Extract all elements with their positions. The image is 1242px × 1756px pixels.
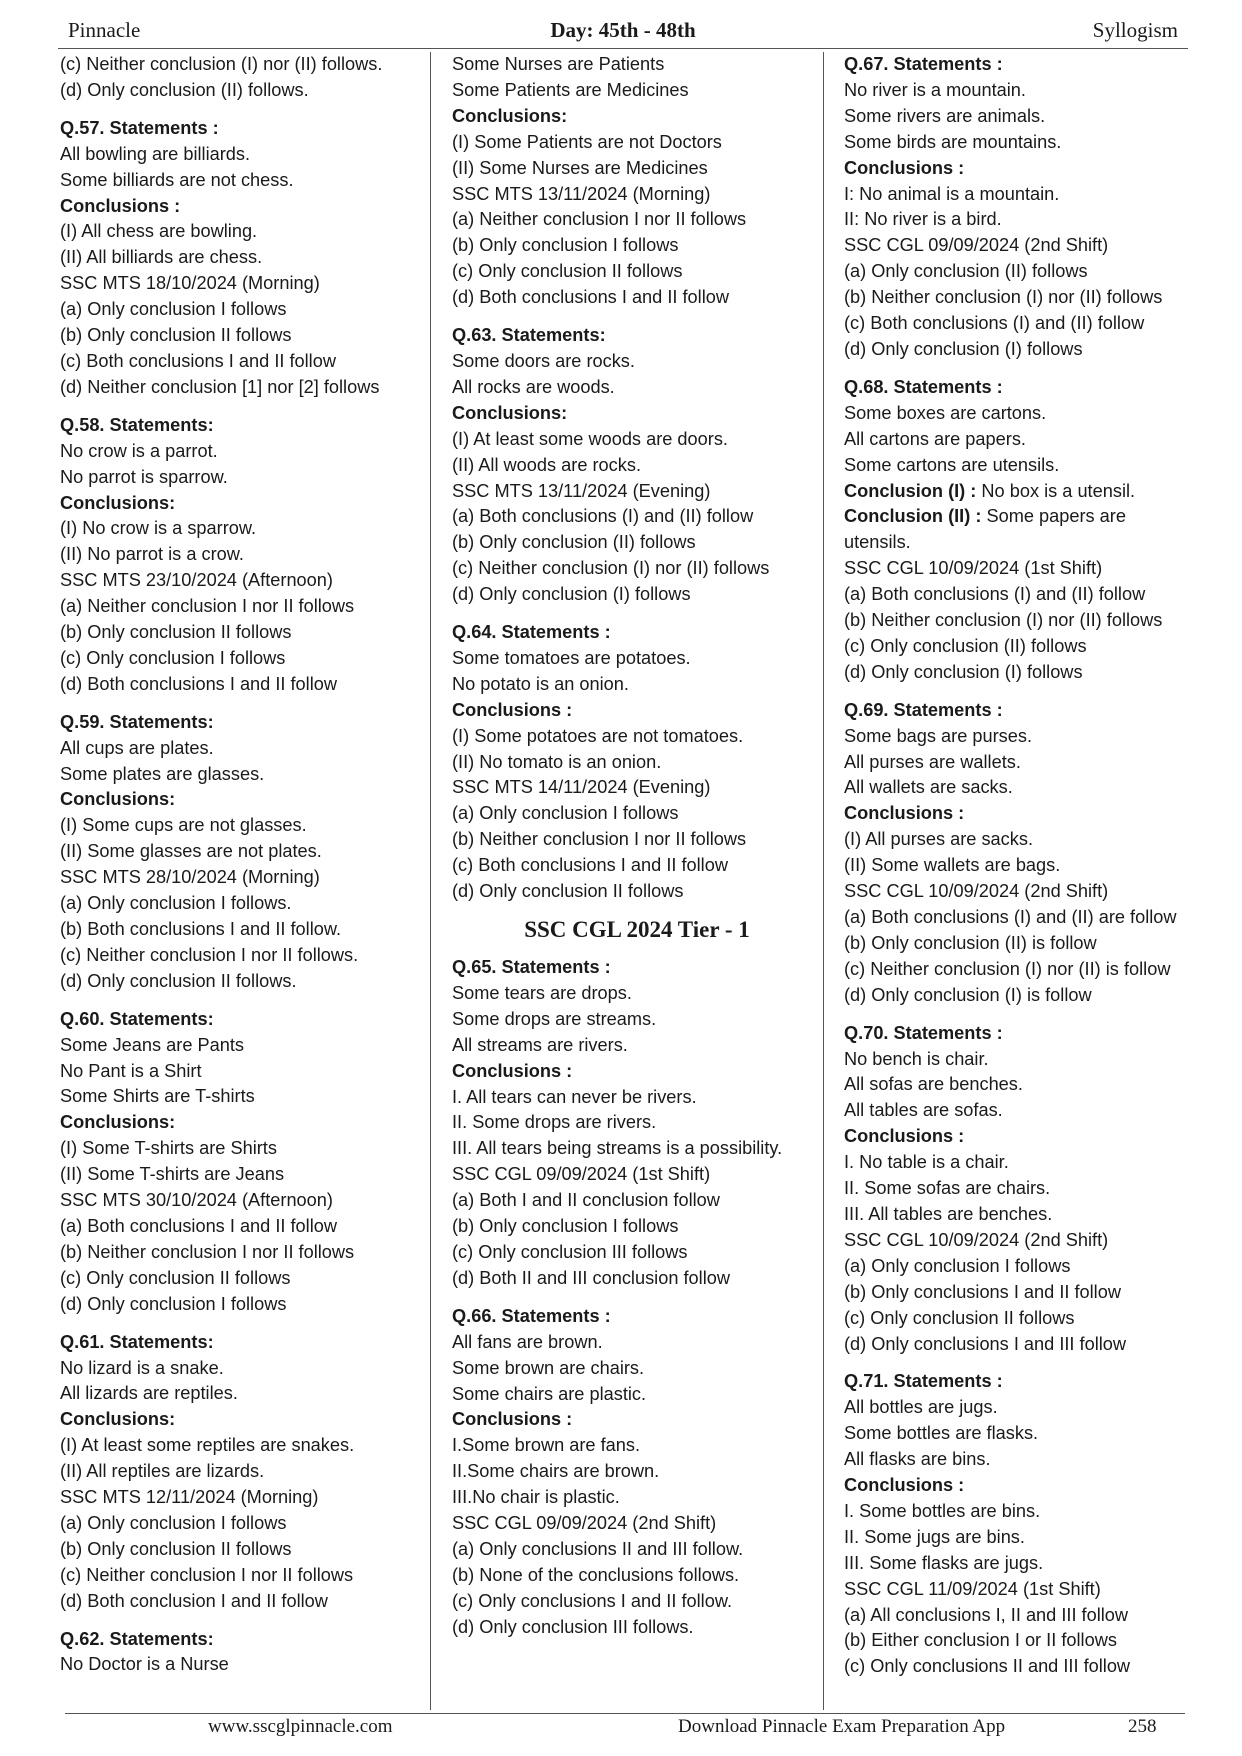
text-line: (c) Only conclusions I and II follow. [452, 1590, 733, 1611]
text-line: SSC CGL 09/09/2024 (2nd Shift) [844, 235, 1109, 256]
text-line: All sofas are benches. [844, 1074, 1023, 1095]
text-line: (I) Some cups are not glasses. [60, 815, 307, 836]
question-heading: Q.58. Statements: [60, 414, 214, 435]
text-line: SSC MTS 30/10/2024 (Afternoon) [60, 1190, 333, 1211]
text-line: (a) Both I and II conclusion follow [452, 1190, 720, 1211]
question-heading: Conclusions: [452, 402, 568, 423]
question-heading: Conclusions : [844, 1475, 965, 1496]
text-line: utensils. [844, 532, 911, 553]
text-line: SSC CGL 10/09/2024 (2nd Shift) [844, 1229, 1109, 1250]
text-line: (I) No crow is a sparrow. [60, 518, 257, 539]
question-heading: Q.60. Statements: [60, 1008, 214, 1029]
text-line: All cups are plates. [60, 737, 214, 758]
conclusion-line [844, 479, 1224, 505]
text-line: (a) Only conclusion I follows [452, 803, 679, 824]
section-heading: SSC CGL 2024 Tier - 1 [524, 917, 750, 942]
question-heading: Conclusions : [844, 157, 965, 178]
text-line: All bowling are billiards. [60, 143, 251, 164]
question-heading: Q.71. Statements : [844, 1371, 1003, 1392]
text-line: All cartons are papers. [844, 428, 1026, 449]
text-line: No potato is an onion. [452, 673, 629, 694]
text-line: (II) Some Nurses are Medicines [452, 157, 708, 178]
text-line: (a) Both conclusions I and II follow [60, 1215, 337, 1236]
question-heading: Q.64. Statements : [452, 622, 611, 643]
text-line: (I) At least some woods are doors. [452, 428, 728, 449]
text-line: (II) No parrot is a crow. [60, 544, 244, 565]
question-heading: Conclusions : [844, 803, 965, 824]
text-line: All fans are brown. [452, 1331, 603, 1352]
text-line: (II) Some glasses are not plates. [60, 841, 322, 862]
text-line: (II) All reptiles are lizards. [60, 1461, 265, 1482]
text-line: All wallets are sacks. [844, 777, 1013, 798]
text-line: Some bottles are flasks. [844, 1423, 1039, 1444]
column-divider-2 [823, 52, 824, 1710]
text-line: (c) Neither conclusion I nor II follows [60, 1564, 354, 1585]
question-heading: Q.66. Statements : [452, 1305, 611, 1326]
text-line: I: No animal is a mountain. [844, 183, 1060, 204]
text-line: (c) Neither conclusion (I) nor (II) follows [452, 558, 770, 579]
question-spacer [844, 1357, 1224, 1369]
text-line: (d) Only conclusion (I) follows [844, 338, 1083, 359]
text-line: (c) Only conclusion II follows [844, 1307, 1075, 1328]
text-line: (b) Only conclusions I and II follow [844, 1281, 1121, 1302]
text-line: (I) Some potatoes are not tomatoes. [452, 725, 744, 746]
text-line: (d) Only conclusions I and III follow [844, 1333, 1127, 1354]
question-heading: Q.70. Statements : [844, 1022, 1003, 1043]
text-line: SSC MTS 13/11/2024 (Evening) [452, 480, 711, 501]
text-line: (d) Both II and III conclusion follow [452, 1267, 731, 1288]
text-line: No river is a mountain. [844, 79, 1026, 100]
question-spacer [844, 363, 1224, 375]
text-line: III. All tears being streams is a possibility. [452, 1138, 783, 1159]
text-line: Some billiards are not chess. [60, 169, 294, 190]
text-line: III. All tables are benches. [844, 1203, 1053, 1224]
page-header [68, 18, 1178, 48]
text-line: (c) Both conclusions (I) and (II) follow [844, 313, 1145, 334]
question-heading: Q.59. Statements: [60, 711, 214, 732]
text-line: (b) Only conclusion (II) is follow [844, 932, 1097, 953]
text-line: All rocks are woods. [452, 376, 615, 397]
text-line: (a) Both conclusions (I) and (II) follow [844, 584, 1146, 605]
text-line: (b) Neither conclusion (I) nor (II) follows [844, 287, 1163, 308]
question-spacer [60, 401, 432, 413]
footer-app-promo: Download Pinnacle Exam Preparation App [678, 1716, 1006, 1737]
text-line: Some doors are rocks. [452, 350, 635, 371]
text-line: (d) Only conclusion (I) follows [452, 584, 691, 605]
text-line: I. No table is a chair. [844, 1152, 1009, 1173]
header-divider [58, 48, 1188, 49]
conclusion-text: Some papers are [981, 506, 1126, 527]
text-line: (c) Only conclusion II follows [60, 1267, 291, 1288]
text-line: (c) Neither conclusion (I) nor (II) is follow [844, 958, 1171, 979]
text-line: All tables are sofas. [844, 1100, 1003, 1121]
text-line: Some boxes are cartons. [844, 402, 1047, 423]
column-middle [452, 52, 822, 1641]
text-line: (II) All woods are rocks. [452, 454, 642, 475]
question-heading: Conclusions : [844, 1126, 965, 1147]
text-line: (c) Both conclusions I and II follow [60, 350, 336, 371]
text-line: Some drops are streams. [452, 1008, 657, 1029]
text-line: (a) Only conclusion I follows [60, 299, 287, 320]
text-line: Some Jeans are Pants [60, 1034, 244, 1055]
question-heading: Conclusions : [452, 1409, 573, 1430]
text-line: I. Some bottles are bins. [844, 1500, 1041, 1521]
text-line: Some tomatoes are potatoes. [452, 647, 691, 668]
text-line: (c) Both conclusions I and II follow [452, 855, 728, 876]
text-line: (a) Only conclusion I follows [844, 1255, 1071, 1276]
text-line: II.Some chairs are brown. [452, 1461, 660, 1482]
text-line: (b) Only conclusion I follows [452, 1216, 679, 1237]
text-line: (a) Only conclusions II and III follow. [452, 1538, 744, 1559]
text-line: SSC MTS 18/10/2024 (Morning) [60, 273, 320, 294]
text-line: (b) Only conclusion II follows [60, 622, 292, 643]
text-line: (d) Only conclusion II follows. [60, 970, 297, 991]
text-line: All purses are wallets. [844, 751, 1021, 772]
text-line: SSC MTS 13/11/2024 (Morning) [452, 183, 711, 204]
text-line: Some plates are glasses. [60, 763, 265, 784]
question-spacer [60, 1318, 432, 1330]
question-spacer [60, 1615, 432, 1627]
text-line: SSC MTS 28/10/2024 (Morning) [60, 867, 320, 888]
question-spacer [844, 686, 1224, 698]
text-line: SSC CGL 11/09/2024 (1st Shift) [844, 1578, 1101, 1599]
text-line: No bench is chair. [844, 1048, 989, 1069]
text-line: (c) Only conclusion (II) follows [844, 635, 1087, 656]
text-line: Some chairs are plastic. [452, 1383, 647, 1404]
text-line: (b) Only conclusion I follows [452, 235, 679, 256]
header-topic: Syllogism [1092, 18, 1178, 42]
text-line: No crow is a parrot. [60, 440, 218, 461]
text-line: (d) Both conclusions I and II follow [452, 287, 729, 308]
text-line: (d) Both conclusions I and II follow [60, 673, 337, 694]
question-heading: Q.62. Statements: [60, 1628, 214, 1649]
text-line: (I) Some Patients are not Doctors [452, 131, 722, 152]
question-heading: Conclusions: [60, 1409, 176, 1430]
footer-website-link[interactable]: www.sscglpinnacle.com [208, 1716, 393, 1737]
question-heading: Q.63. Statements: [452, 325, 606, 346]
text-line: Some rivers are animals. [844, 105, 1046, 126]
text-line: (II) Some wallets are bags. [844, 855, 1061, 876]
text-line: (I) All chess are bowling. [60, 221, 258, 242]
text-line: Some bags are purses. [844, 725, 1033, 746]
text-line: No Doctor is a Nurse [60, 1654, 229, 1675]
text-line: (b) Both conclusions I and II follow. [60, 919, 342, 939]
text-line: (I) At least some reptiles are snakes. [60, 1435, 355, 1456]
conclusion-line [844, 504, 1224, 530]
text-line: (d) Only conclusion III follows. [452, 1616, 694, 1637]
header-brand: Pinnacle [68, 18, 141, 42]
text-line: II: No river is a bird. [844, 209, 1002, 230]
text-line: (c) Only conclusion III follows [452, 1241, 688, 1262]
text-line: (c) Only conclusion II follows [452, 261, 683, 282]
text-line: Some Patients are Medicines [452, 79, 689, 100]
text-line: All flasks are bins. [844, 1449, 991, 1470]
page-number: 258 [1128, 1716, 1157, 1737]
conclusion-text: No box is a utensil. [976, 480, 1136, 501]
text-line: SSC MTS 23/10/2024 (Afternoon) [60, 570, 333, 591]
text-line: (a) Neither conclusion I nor II follows [452, 209, 747, 230]
text-line: (a) Neither conclusion I nor II follows [60, 596, 355, 617]
question-heading: Q.65. Statements : [452, 957, 611, 977]
text-line: (a) Both conclusions (I) and (II) are follow [844, 907, 1177, 927]
text-line: (b) Either conclusion I or II follows [844, 1630, 1117, 1651]
conclusion-label: Conclusion (I) : [844, 480, 977, 501]
question-heading: Q.69. Statements : [844, 699, 1003, 720]
text-line: I. All tears can never be rivers. [452, 1086, 697, 1107]
footer-divider [65, 1713, 1185, 1714]
text-line: Some cartons are utensils. [844, 454, 1060, 475]
text-line: (II) Some T-shirts are Jeans [60, 1164, 285, 1185]
text-line: SSC CGL 09/09/2024 (1st Shift) [452, 1164, 711, 1185]
question-spacer [452, 1292, 822, 1304]
text-line: SSC MTS 14/11/2024 (Evening) [452, 777, 711, 798]
text-line: III.No chair is plastic. [452, 1487, 620, 1508]
text-line: All bottles are jugs. [844, 1397, 998, 1418]
column-divider-1 [430, 52, 431, 1710]
text-line: (a) All conclusions I, II and III follow [844, 1604, 1129, 1625]
question-spacer [844, 1009, 1224, 1021]
text-line: Some Shirts are T-shirts [60, 1086, 255, 1107]
question-spacer [60, 698, 432, 710]
question-spacer [60, 104, 432, 116]
text-line: SSC CGL 10/09/2024 (1st Shift) [844, 558, 1103, 579]
question-heading: Conclusions: [60, 1112, 176, 1133]
text-line: Some Nurses are Patients [452, 54, 665, 74]
question-spacer [452, 311, 822, 323]
text-line: No parrot is sparrow. [60, 466, 228, 487]
question-heading: Q.68. Statements : [844, 376, 1003, 397]
text-line: (d) Only conclusion (II) follows. [60, 79, 309, 100]
text-line: (a) Only conclusion (II) follows [844, 261, 1088, 282]
column-right [844, 52, 1224, 1680]
text-line: (II) No tomato is an onion. [452, 751, 662, 772]
text-line: (I) Some T-shirts are Shirts [60, 1138, 277, 1159]
text-line: All streams are rivers. [452, 1034, 628, 1055]
question-spacer [60, 995, 432, 1007]
question-heading: Conclusions: [452, 105, 568, 126]
text-line: (I) All purses are sacks. [844, 829, 1034, 850]
text-line: (c) Only conclusion I follows [60, 647, 286, 668]
text-line: (c) Neither conclusion (I) nor (II) follows. [60, 54, 383, 74]
text-line: (b) Neither conclusion (I) nor (II) follows [844, 610, 1163, 631]
text-line: Some brown are chairs. [452, 1357, 645, 1378]
text-line: (a) Only conclusion I follows [60, 1512, 287, 1533]
text-line: (b) Neither conclusion I nor II follows [60, 1241, 355, 1262]
text-line: (b) Only conclusion (II) follows [452, 532, 696, 553]
question-heading: Conclusions: [60, 789, 176, 810]
text-line: (II) All billiards are chess. [60, 247, 263, 268]
text-line: (d) Neither conclusion [1] nor [2] follows [60, 376, 380, 397]
text-line: (d) Only conclusion I follows [60, 1293, 287, 1314]
text-line: (a) Only conclusion I follows. [60, 893, 292, 914]
question-heading: Q.67. Statements : [844, 54, 1003, 74]
text-line: No Pant is a Shirt [60, 1060, 202, 1081]
text-line: (b) Neither conclusion I nor II follows [452, 829, 747, 850]
text-line: II. Some drops are rivers. [452, 1112, 657, 1133]
text-line: SSC CGL 10/09/2024 (2nd Shift) [844, 881, 1109, 902]
column-left [60, 52, 432, 1678]
question-spacer [452, 608, 822, 620]
text-line: II. Some sofas are chairs. [844, 1178, 1051, 1199]
question-heading: Conclusions: [60, 492, 176, 513]
question-heading: Conclusions : [452, 1060, 573, 1081]
text-line: (b) None of the conclusions follows. [452, 1564, 740, 1585]
text-line: (d) Only conclusion II follows [452, 881, 684, 902]
question-heading: Q.57. Statements : [60, 117, 219, 138]
question-heading: Q.61. Statements: [60, 1331, 214, 1352]
text-line: All lizards are reptiles. [60, 1383, 238, 1404]
text-line: (c) Neither conclusion I nor II follows. [60, 944, 359, 965]
text-line: (a) Both conclusions (I) and (II) follow [452, 506, 754, 527]
question-heading: Conclusions : [60, 195, 181, 216]
text-line: (d) Only conclusion (I) follows [844, 661, 1083, 682]
text-line: III. Some flasks are jugs. [844, 1552, 1044, 1573]
header-day: Day: 45th - 48th [550, 18, 696, 42]
text-line: (b) Only conclusion II follows [60, 1538, 292, 1559]
text-line: (b) Only conclusion II follows [60, 325, 292, 346]
text-line: II. Some jugs are bins. [844, 1526, 1025, 1547]
text-line: No lizard is a snake. [60, 1357, 224, 1378]
text-line: SSC MTS 12/11/2024 (Morning) [60, 1487, 319, 1508]
text-line: (c) Only conclusions II and III follow [844, 1656, 1131, 1677]
text-line: Some birds are mountains. [844, 131, 1062, 152]
text-line: Some tears are drops. [452, 982, 632, 1003]
text-line: I.Some brown are fans. [452, 1435, 641, 1456]
text-line: SSC CGL 09/09/2024 (2nd Shift) [452, 1513, 717, 1534]
conclusion-label: Conclusion (II) : [844, 506, 982, 527]
text-line: (d) Only conclusion (I) is follow [844, 984, 1092, 1005]
text-line: (d) Both conclusion I and II follow [60, 1590, 328, 1611]
question-heading: Conclusions : [452, 699, 573, 720]
